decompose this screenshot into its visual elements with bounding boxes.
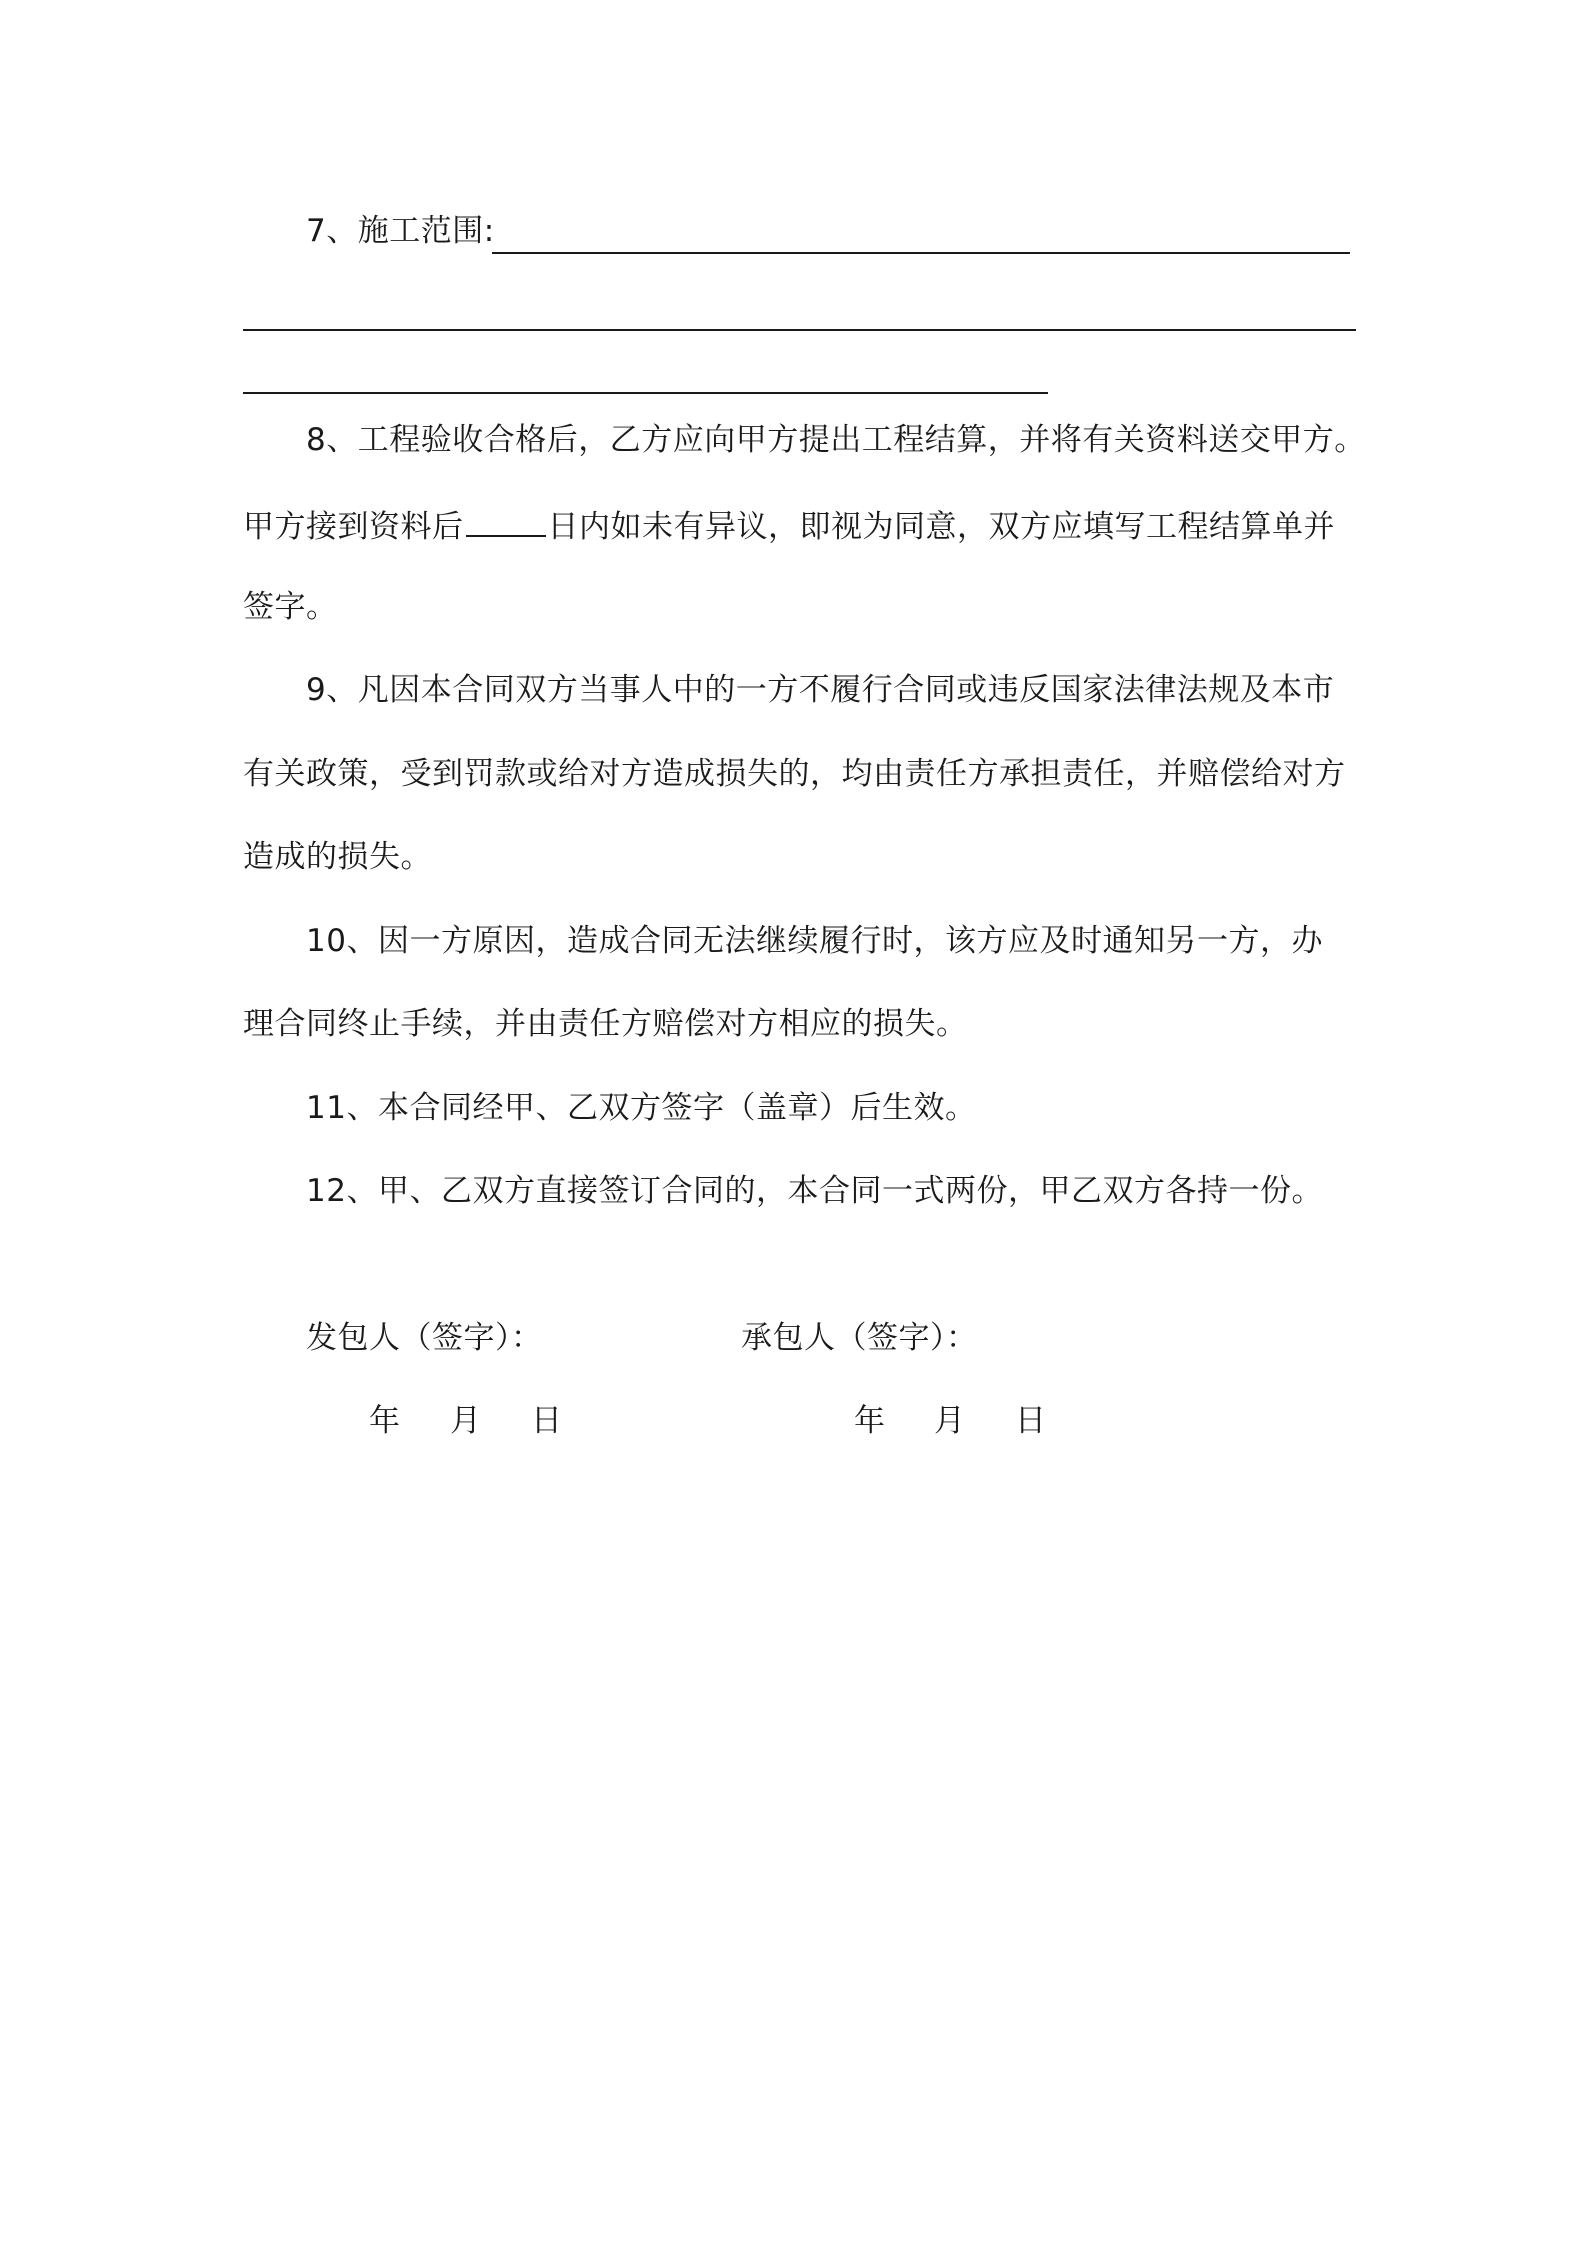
item-7-label: 7、施工范围: bbox=[306, 213, 495, 249]
item-8-line-2-start: 甲方接到资料后 bbox=[243, 509, 464, 545]
item-7-blank-line-1 bbox=[492, 252, 1350, 254]
item-12-line-1: 12、甲、乙双方直接签订合同的，本合同一式两份，甲乙双方各持一份。 bbox=[306, 1173, 1323, 1209]
employer-date-month: 月 bbox=[450, 1403, 482, 1439]
item-11-line-1: 11、本合同经甲、乙双方签字（盖章）后生效。 bbox=[306, 1090, 977, 1126]
employer-date-year: 年 bbox=[369, 1403, 401, 1439]
contractor-date-day: 日 bbox=[1015, 1403, 1047, 1439]
item-7-blank-line-3 bbox=[243, 392, 1048, 394]
item-10-line-1: 10、因一方原因，造成合同无法继续履行时，该方应及时通知另一方，办 bbox=[306, 923, 1323, 959]
days-blank bbox=[466, 503, 546, 537]
item-9-line-1: 9、凡因本合同双方当事人中的一方不履行合同或违反国家法律法规及本市 bbox=[306, 672, 1335, 708]
item-8-line-2 bbox=[243, 503, 1335, 547]
item-8-line-1: 8、工程验收合格后，乙方应向甲方提出工程结算，并将有关资料送交甲方。 bbox=[306, 422, 1366, 458]
contractor-date-month: 月 bbox=[934, 1403, 966, 1439]
item-9-line-2: 有关政策，受到罚款或给对方造成损失的，均由责任方承担责任，并赔偿给对方 bbox=[243, 756, 1346, 792]
item-7-blank-line-2 bbox=[243, 329, 1356, 331]
contractor-date-year: 年 bbox=[854, 1403, 886, 1439]
item-8-line-3: 签字。 bbox=[243, 589, 338, 625]
item-10-line-2: 理合同终止手续，并由责任方赔偿对方相应的损失。 bbox=[243, 1006, 968, 1042]
item-8-line-2-end: 日内如未有异议，即视为同意，双方应填写工程结算单并 bbox=[547, 509, 1335, 545]
item-9-line-3: 造成的损失。 bbox=[243, 839, 432, 875]
contractor-signature-label: 承包人（签字）： bbox=[741, 1320, 978, 1356]
employer-signature-label: 发包人（签字）： bbox=[306, 1320, 543, 1356]
employer-date-day: 日 bbox=[531, 1403, 563, 1439]
